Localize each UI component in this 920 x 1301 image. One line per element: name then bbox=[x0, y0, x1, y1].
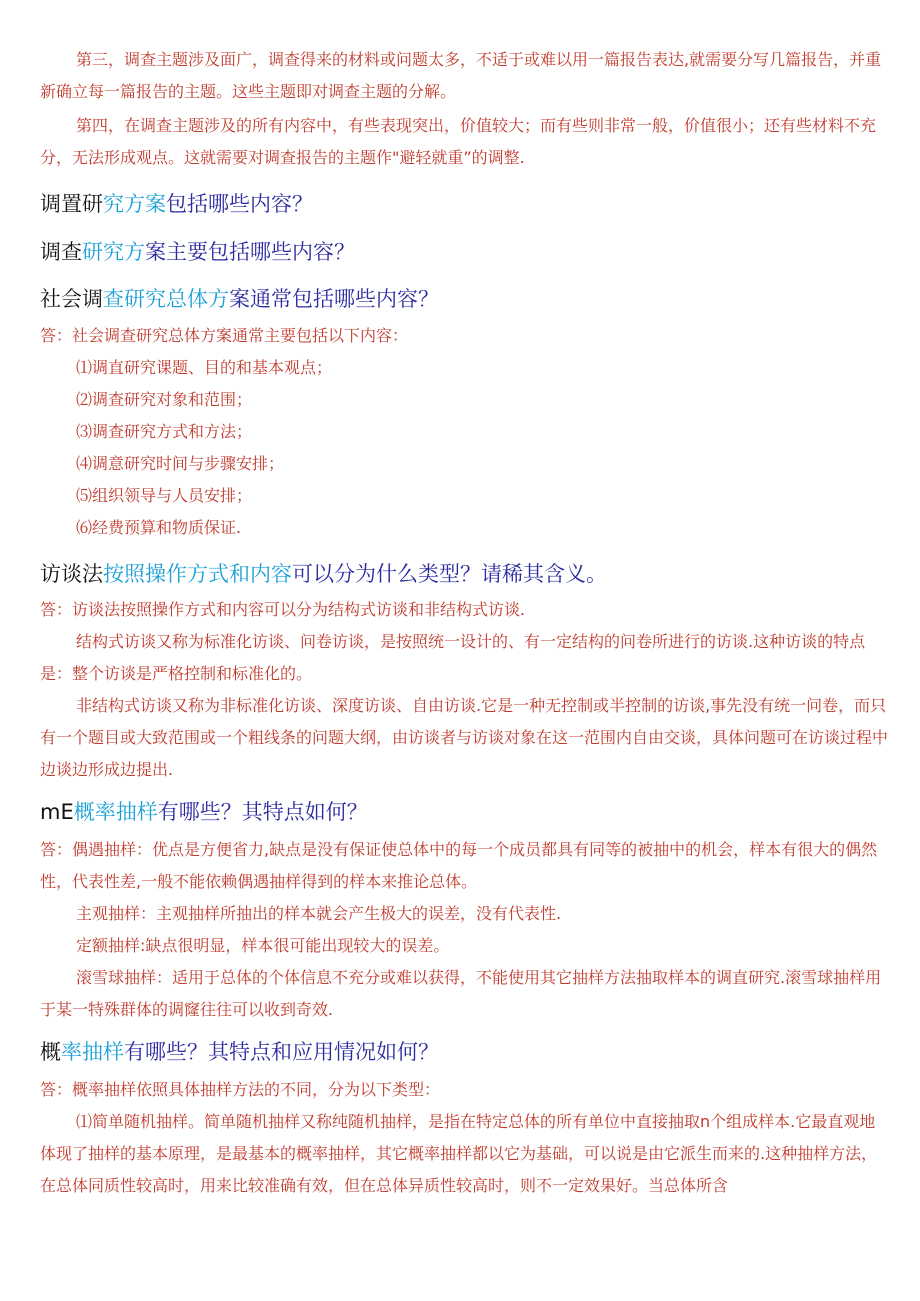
heading-segment: 率抽样 bbox=[61, 1040, 124, 1064]
paragraph: 滚雪球抽样：适用于总体的个体信息不充分或难以获得，不能使用其它抽样方法抽取样本的调直研究.滚雪球抽样用于某一特殊群体的调窿往往可以收到奇效. bbox=[40, 968, 882, 1019]
list-item: ⑴调直研究课题、目的和基本观点； bbox=[76, 358, 333, 377]
paragraph: 主观抽样：主观抽样所抽出的样本就会产生极大的误差，没有代表性. bbox=[76, 904, 562, 923]
paragraph: 结构式访谈又称为标准化访谈、问卷访谈，是按照统一设计的、有一定结构的问卷所进行的访谈.这种访谈的特点是：整个访谈是严格控制和标准化的。 bbox=[40, 632, 866, 683]
heading-segment: 有哪些？其特点如何？ bbox=[157, 800, 368, 824]
heading-segment: 按照操作方式和内容 bbox=[103, 562, 292, 586]
paragraph: 非结构式访谈又称为非标准化访谈、深度访谈、自由访谈.它是一种无控制或半控制的访谈,事先没有统一问卷，而只有一个题目或大致范围或一个粗线条的问题大纲，由访谈者与访谈对象在这一范围内自由交谈，具体问题可在访谈过程中边谈边形成边提出. bbox=[40, 696, 889, 779]
heading-segment: 有哪些？其特点和应用情况如何？ bbox=[124, 1040, 439, 1064]
heading-segment: 社会调 bbox=[40, 287, 103, 311]
heading-segment: 可以分为什么类型？请稀其含义。 bbox=[292, 562, 607, 586]
section-heading bbox=[40, 283, 900, 315]
heading-segment: 案主要包括哪些内容？ bbox=[145, 240, 355, 264]
heading-segment: mE bbox=[40, 800, 74, 824]
heading-segment: 研究方 bbox=[82, 240, 145, 264]
section-heading bbox=[40, 236, 900, 268]
paragraph: 第三，调查主题涉及面广，调查得来的材料或问题太多，不适于或难以用一篇报告表达,就需要分写几篇报告，并重新确立每一篇报告的主题。这些主题即对调查主题的分解。 bbox=[40, 50, 882, 101]
paragraph: 答：概率抽样依照具体抽样方法的不同，分为以下类型： bbox=[40, 1080, 441, 1099]
heading-segment: 查研究总体方 bbox=[103, 287, 229, 311]
section-heading bbox=[40, 1036, 900, 1068]
heading-segment: 调查 bbox=[40, 240, 82, 264]
heading-segment: 访谈法 bbox=[40, 562, 103, 586]
paragraph: 定额抽样:缺点很明显，样本很可能出现较大的误差。 bbox=[76, 936, 450, 955]
section-heading bbox=[40, 188, 900, 220]
heading-segment: 概 bbox=[40, 1040, 61, 1064]
section-heading bbox=[40, 558, 900, 590]
heading-segment: 究方案 bbox=[103, 192, 166, 216]
list-item: ⑵调查研究对象和范围； bbox=[76, 390, 253, 409]
heading-segment: 调置研 bbox=[40, 192, 103, 216]
section-heading bbox=[40, 796, 900, 828]
list-item: ⑸组织领导与人员安排； bbox=[76, 486, 253, 505]
paragraph: ⑴简单随机抽样。简单随机抽样又称纯随机抽样，是指在特定总体的所有单位中直接抽取n个组成样本.它最直观地体现了抽样的基本原理，是最基本的概率抽样，其它概率抽样都以它为基础，可以说是由它派生而来的.这种抽样方法，在总体同质性较高时，用来比较准确有效，但在总体异质性较高时，则不一定效果好。当总体所含 bbox=[40, 1112, 878, 1195]
paragraph: 第四，在调查主题涉及的所有内容中，有些表现突出，价值较大；而有些则非常一般，价值很小；还有些材料不充分，无法形成观点。这就需要对调查报告的主题作"避轻就重”的调整. bbox=[40, 116, 877, 167]
heading-segment: 概率抽样 bbox=[73, 800, 158, 824]
paragraph: 答：社会调查研究总体方案通常主要包括以下内容： bbox=[40, 326, 409, 345]
list-item: ⑷调意研究时间与步骤安排； bbox=[76, 454, 285, 473]
list-item: ⑶调查研究方式和方法； bbox=[76, 422, 253, 441]
paragraph: 答：访谈法按照操作方式和内容可以分为结构式访谈和非结构式访谈. bbox=[40, 600, 526, 619]
list-item: ⑹经费预算和物质保证. bbox=[76, 518, 242, 537]
heading-segment: 包括哪些内容？ bbox=[166, 192, 313, 216]
heading-segment: 案通常包括哪些内容？ bbox=[229, 287, 439, 311]
paragraph: 答：偶遇抽样：优点是方便省力,缺点是没有保证使总体中的每一个成员都具有同等的被抽中的机会，样本有很大的偶然性，代表性差,一般不能依赖偶遇抽样得到的样本来推论总体。 bbox=[40, 840, 878, 891]
